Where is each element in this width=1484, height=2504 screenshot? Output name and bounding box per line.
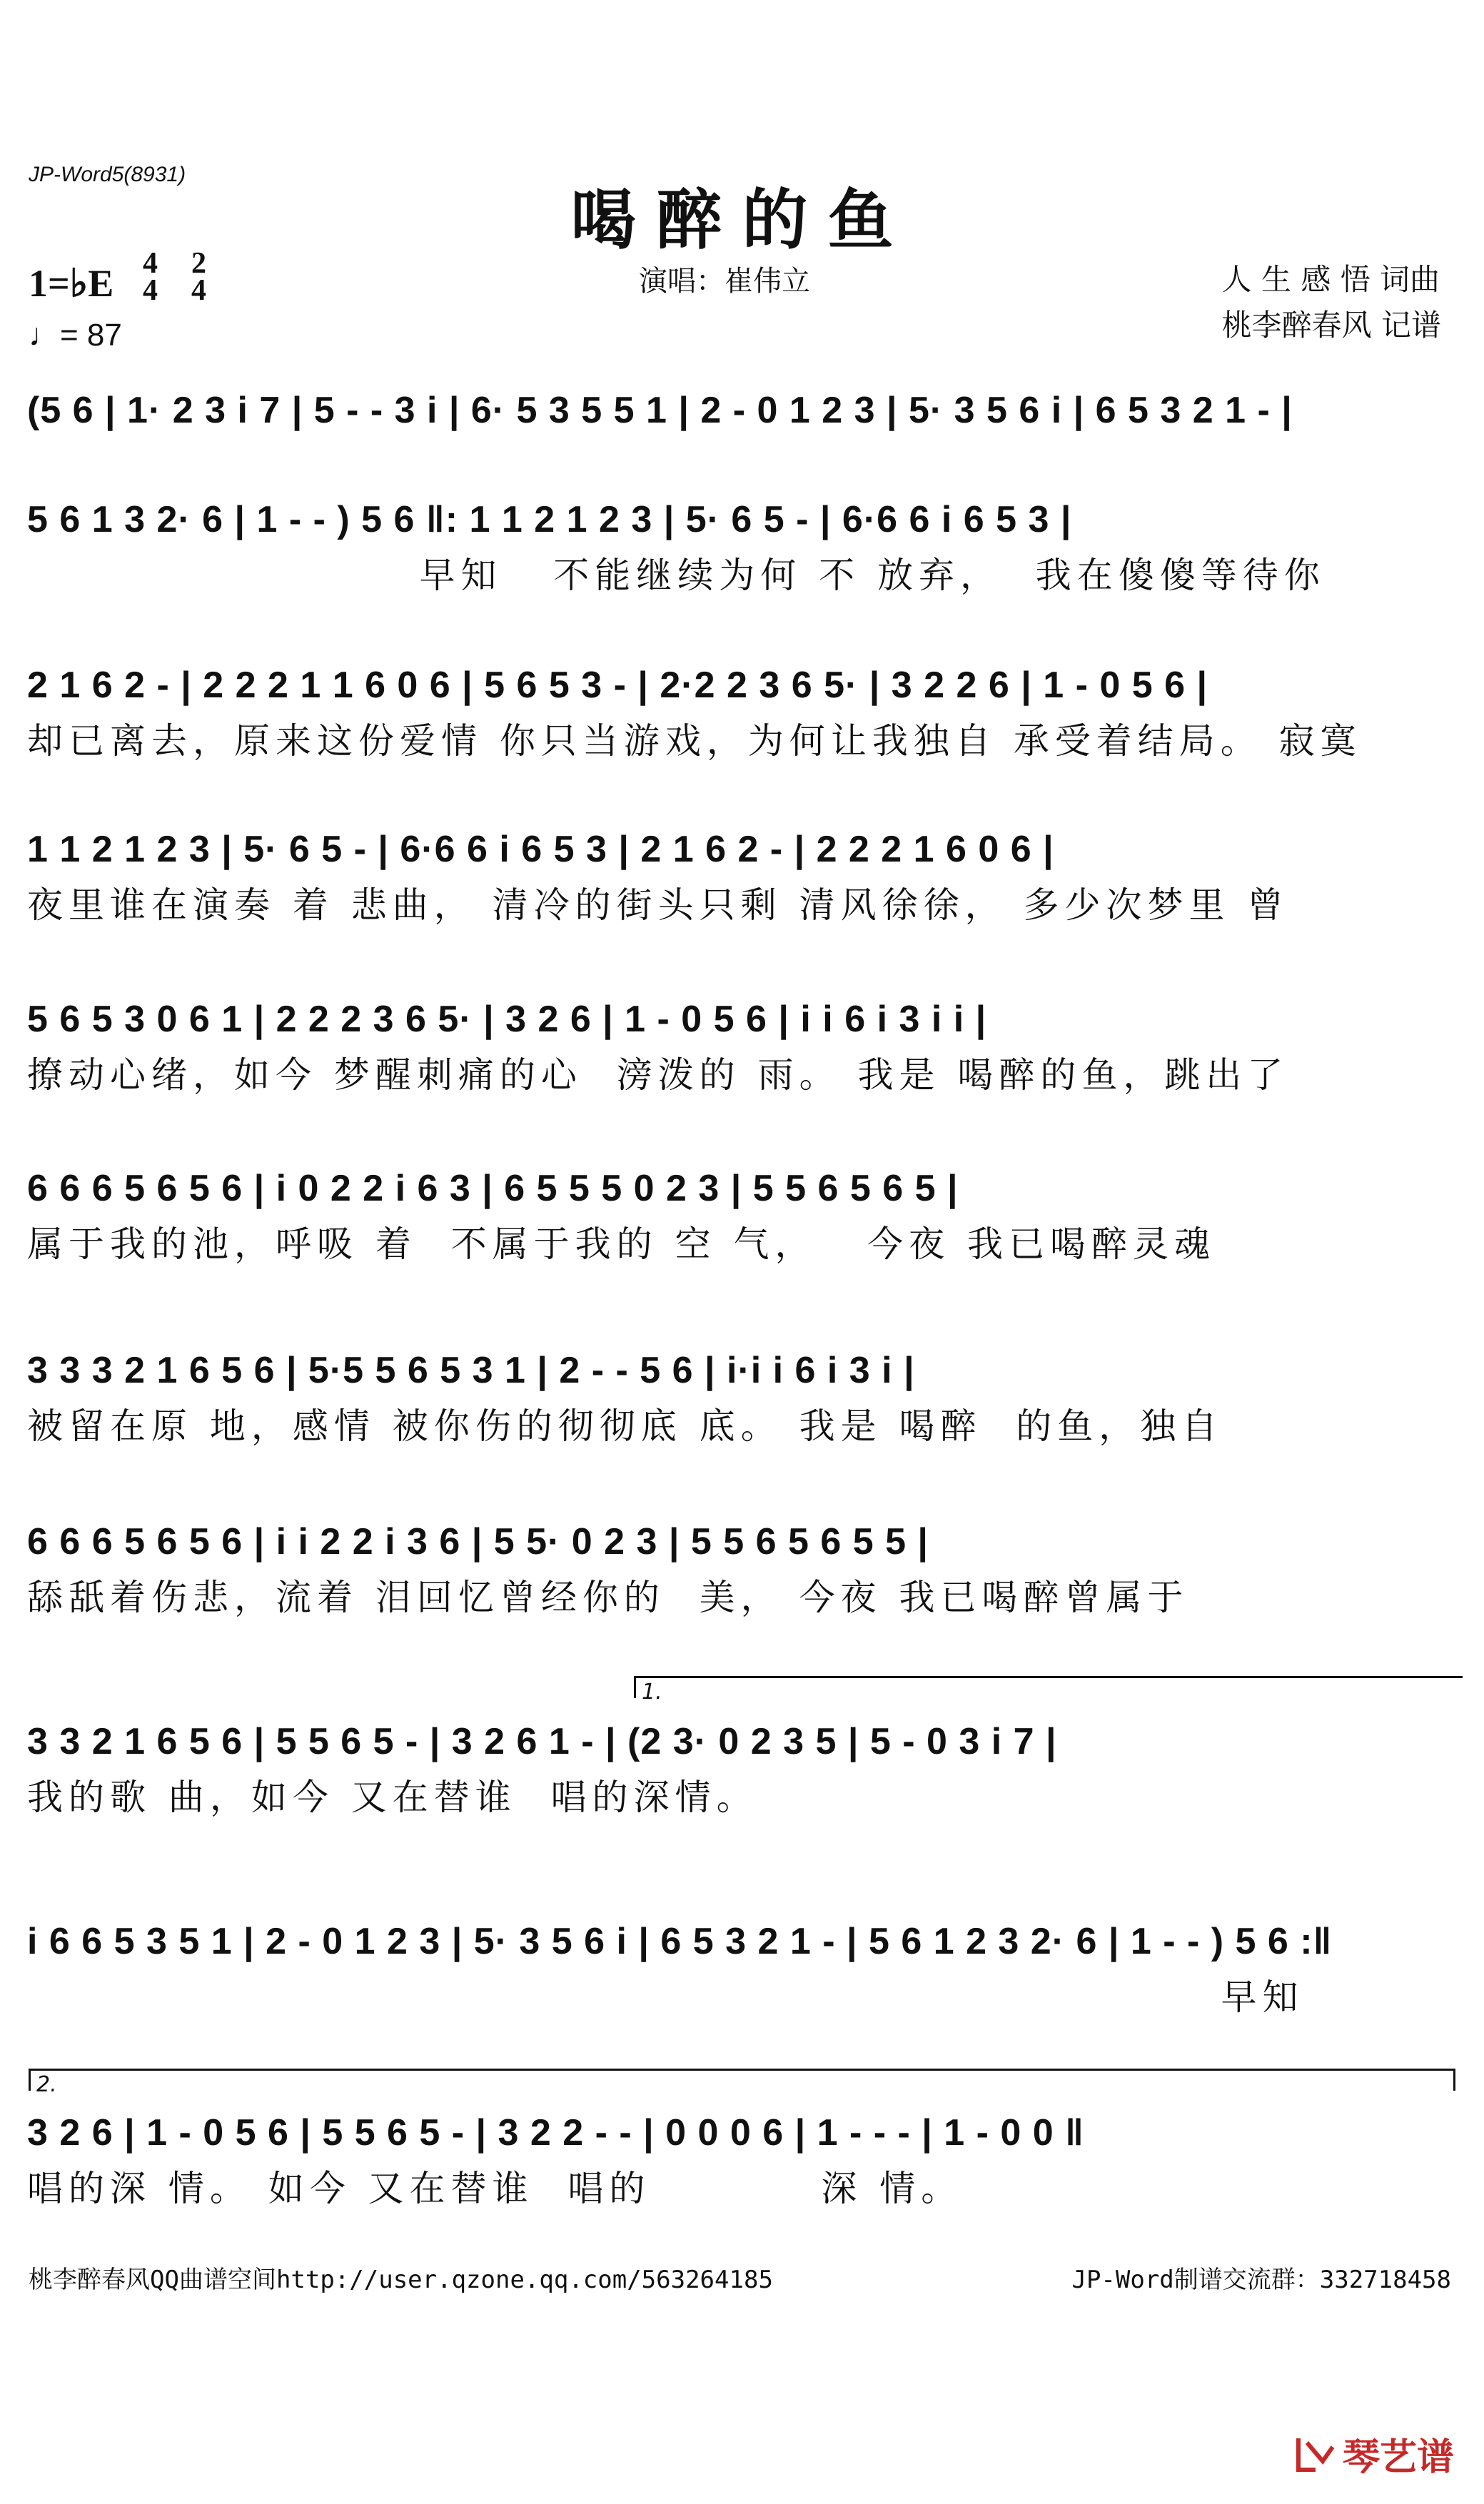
notes-line: 6 6 6 5 6 5 6 | i i 2 2 i 3 6 | 5 5· 0 2 3 | 5 5 6 5 6 5 5 | [27,1521,929,1563]
key-signature: 1=♭E [29,262,114,305]
credits [1222,257,1441,348]
watermark-text: 琴艺谱 [1342,2436,1454,2479]
notes-line: 6 6 6 5 6 5 6 | i 0 2 2 i 6 3 | 6 5 5 5 0 2 3 | 5 5 6 5 6 5 | [27,1168,959,1209]
notes-line: 5 6 1 3 2· 6 | 1 - - ) 5 6 ‖: 1 1 2 1 2 3 | 5· 6 5 - | 6·6 6 i 6 5 3 | [27,499,1072,540]
footer-group: JP-Word制谱交流群：332718458 [1071,2266,1451,2294]
lyrics-line: 却已离去，原来这份爱情 你只当游戏，为何让我独自 承受着结局。 寂寞 [27,720,1362,762]
second-ending-label: 2. [36,2072,57,2097]
notes-line: 3 3 3 2 1 6 5 6 | 5·5 5 6 5 3 1 | 2 - - 5 6 | i·i i 6 i 3 i | [27,1350,915,1391]
lyrics-line: 撩动心绪，如今 梦醒刺痛的心 滂泼的 雨。 我是 喝醉的鱼，跳出了 [27,1054,1289,1096]
staff-system-5 [27,991,1458,1102]
notes-line: (5 6 | 1· 2 3 i 7 | 5 - - 3 i | 6· 5 3 5 5 1 | 2 - 0 1 2 3 | 5· 3 5 6 i | 6 5 3 2 1 - | [27,390,1293,431]
staff-system-2 [27,491,1458,602]
notes-line: 3 2 6 | 1 - 0 5 6 | 5 5 6 5 - | 3 2 2 - - | 0 0 0 6 | 1 - - - | 1 - 0 0 ‖ [27,2112,1085,2154]
footer-source: 桃李醉春风QQ曲谱空间http://user.qzone.qq.com/563264185 [29,2266,773,2294]
first-ending-label: 1. [642,1680,662,1705]
notes-line: i 6 6 5 3 5 1 | 2 - 0 1 2 3 | 5· 3 5 6 i | 6 5 3 2 1 - | 5 6 1 2 3 2· 6 | 1 - - ) 5 6 :‖ [27,1921,1333,1962]
transcriber-credit: 桃李醉春风 记谱 [1221,308,1441,343]
lyrics-line: 舔舐着伤悲，流着 泪回忆曾经你的 美， 今夜 我已喝醉曾属于 [27,1577,1189,1618]
song-title: 喝醉的鱼 [570,182,914,258]
time-sig-1-top: 4 [143,247,158,280]
notes-line: 2 1 6 2 - | 2 2 2 1 1 6 0 6 | 5 6 5 3 - | 2·2 2 3 6 5· | 3 2 2 6 | 1 - 0 5 6 | [27,665,1208,706]
lyrics-line: 唱的深 情。 如今 又在替谁 唱的 深 情。 [27,2168,963,2209]
time-signature-2 [191,247,206,307]
second-ending-bracket [29,2069,1455,2097]
time-sig-2-bottom: 4 [191,274,206,307]
singer-credit: 演唱：崔伟立 [639,265,810,298]
time-sig-2-top: 2 [191,247,206,280]
notes-line: 1 1 2 1 2 3 | 5· 6 5 - | 6·6 6 i 6 5 3 | 2 1 6 2 - | 2 2 2 1 6 0 6 | [27,829,1054,870]
lyrics-line: 早知 不能继续为何 不 放弃， 我在傻傻等待你 [27,555,1326,596]
staff-system-10 [27,1913,1458,2024]
composer-credit: 人 生 感 悟 词曲 [1221,262,1440,297]
staff-system-1 [27,382,1458,493]
staff-system-3 [27,657,1458,768]
staff-system-7 [27,1342,1458,1453]
lyrics-line: 属于我的池，呼吸 着 不属于我的 空 气， 今夜 我已喝醉灵魂 [27,1223,1216,1265]
staff-system-9 [27,1713,1458,1824]
lyrics-line: 早知 [27,1977,1304,2018]
lyrics-line [27,439,1458,493]
watermark-icon [1294,2433,1337,2475]
lyrics-line: 夜里谁在演奏 着 悲曲， 清冷的街头只剩 清风徐徐， 多少次梦里 曾 [27,884,1289,926]
time-signature-1 [143,247,158,307]
staff-system-6 [27,1160,1458,1271]
lyrics-line: 被留在原 地，感情 被你伤的彻彻底 底。 我是 喝醉 的鱼，独自 [27,1405,1223,1447]
notes-line: 3 3 2 1 6 5 6 | 5 5 6 5 - | 3 2 6 1 - | (2 3· 0 2 3 5 | 5 - 0 3 i 7 | [27,1721,1057,1762]
staff-system-4 [27,821,1458,932]
software-label: JP-Word5(8931) [29,163,186,186]
first-ending-bracket [634,1676,1463,1705]
tempo-marking: ♩= 87 [29,318,122,353]
notes-line: 5 6 5 3 0 6 1 | 2 2 2 3 6 5· | 3 2 6 | 1 - 0 5 6 | i i 6 i 3 i i | [27,999,987,1040]
watermark-logo [1294,2427,1454,2480]
staff-system-8 [27,1513,1458,1625]
staff-system-11 [27,2104,1458,2216]
lyrics-line: 我的歌 曲，如今 又在替谁 唱的深情。 [27,1777,758,1818]
time-sig-1-bottom: 4 [143,274,158,307]
